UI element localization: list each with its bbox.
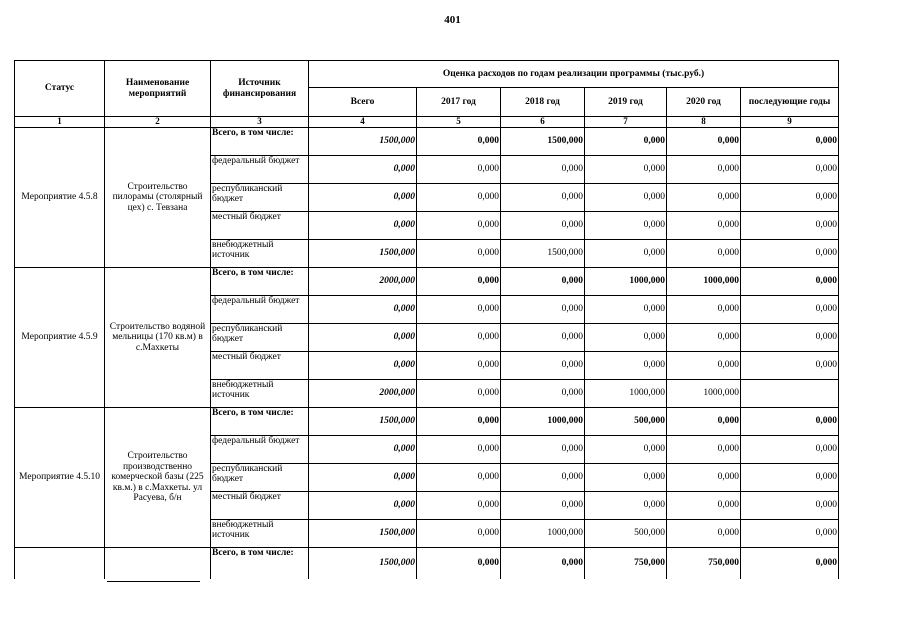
- value-cell: 0,000: [585, 156, 667, 184]
- cell-border-fragment: [107, 581, 200, 582]
- value-cell: 0,000: [741, 436, 839, 464]
- value-cell: 1000,000: [501, 408, 585, 436]
- value-cell: 0,000: [417, 436, 501, 464]
- value-cell: 0,000: [309, 296, 417, 324]
- source-cell: республиканский бюджет: [211, 324, 309, 352]
- value-cell: 1500,000: [309, 408, 417, 436]
- value-cell: 0,000: [501, 212, 585, 240]
- value-cell: 0,000: [585, 128, 667, 156]
- source-cell: республиканский бюджет: [211, 184, 309, 212]
- header-2019: 2019 год: [585, 88, 667, 117]
- value-cell: 0,000: [501, 492, 585, 520]
- value-cell: 0,000: [417, 520, 501, 548]
- value-cell: 2000,000: [309, 380, 417, 408]
- source-cell: Всего, в том числе:: [211, 548, 309, 580]
- value-cell: 0,000: [585, 212, 667, 240]
- value-cell: 0,000: [667, 212, 741, 240]
- value-cell: 0,000: [585, 352, 667, 380]
- value-cell: 0,000: [501, 436, 585, 464]
- value-cell: 0,000: [417, 548, 501, 580]
- value-cell: 0,000: [417, 156, 501, 184]
- header-following-years: последующие годы: [741, 88, 839, 117]
- value-cell: 0,000: [741, 212, 839, 240]
- value-cell: 0,000: [741, 464, 839, 492]
- value-cell: 0,000: [417, 492, 501, 520]
- value-cell: 0,000: [309, 212, 417, 240]
- value-cell: 1500,000: [309, 240, 417, 268]
- column-number: 9: [741, 117, 839, 128]
- value-cell: 0,000: [667, 352, 741, 380]
- value-cell: 0,000: [417, 296, 501, 324]
- source-cell: Всего, в том числе:: [211, 408, 309, 436]
- value-cell: 0,000: [417, 464, 501, 492]
- column-number: 2: [105, 117, 211, 128]
- column-number: 8: [667, 117, 741, 128]
- value-cell: 0,000: [501, 352, 585, 380]
- value-cell: 0,000: [309, 492, 417, 520]
- value-cell: 0,000: [667, 520, 741, 548]
- value-cell: 750,000: [667, 548, 741, 580]
- table-row: [15, 128, 839, 156]
- source-cell: местный бюджет: [211, 492, 309, 520]
- value-cell: 0,000: [585, 296, 667, 324]
- page-number: 401: [444, 14, 461, 26]
- value-cell: 0,000: [741, 548, 839, 580]
- value-cell: 0,000: [667, 240, 741, 268]
- value-cell: 0,000: [741, 240, 839, 268]
- value-cell: 0,000: [667, 156, 741, 184]
- value-cell: 0,000: [667, 324, 741, 352]
- value-cell: 1500,000: [501, 240, 585, 268]
- status-cell: Мероприятие 4.5.9: [15, 268, 105, 408]
- value-cell: 0,000: [741, 268, 839, 296]
- value-cell: 0,000: [585, 184, 667, 212]
- value-cell: 0,000: [585, 436, 667, 464]
- header-source: Источник финансирования: [211, 61, 309, 117]
- value-cell: 0,000: [741, 324, 839, 352]
- value-cell: 0,000: [741, 408, 839, 436]
- source-cell: республиканский бюджет: [211, 464, 309, 492]
- value-cell: 0,000: [585, 324, 667, 352]
- value-cell: 0,000: [501, 380, 585, 408]
- value-cell: 0,000: [309, 156, 417, 184]
- column-number: 7: [585, 117, 667, 128]
- expense-table: [14, 60, 839, 579]
- value-cell: 2000,000: [309, 268, 417, 296]
- column-number: 1: [15, 117, 105, 128]
- value-cell: 0,000: [585, 464, 667, 492]
- value-cell: 0,000: [501, 548, 585, 580]
- value-cell: 0,000: [309, 352, 417, 380]
- column-number: 4: [309, 117, 417, 128]
- status-cell: Мероприятие 4.5.10: [15, 408, 105, 548]
- source-cell: федеральный бюджет: [211, 436, 309, 464]
- value-cell: 0,000: [309, 184, 417, 212]
- value-cell: 0,000: [309, 464, 417, 492]
- value-cell: 1000,000: [585, 380, 667, 408]
- value-cell: 0,000: [667, 184, 741, 212]
- table-row: [15, 268, 839, 296]
- source-cell: местный бюджет: [211, 352, 309, 380]
- value-cell: 0,000: [501, 324, 585, 352]
- value-cell: 1000,000: [585, 268, 667, 296]
- value-cell: 0,000: [417, 240, 501, 268]
- value-cell: 0,000: [417, 212, 501, 240]
- value-cell: 0,000: [585, 240, 667, 268]
- measure-name-cell: Строительство производственно комерческой базы (225 кв.м.) в с.Махкеты. ул Расуева, б/н: [105, 408, 211, 548]
- header-2020: 2020 год: [667, 88, 741, 117]
- value-cell: 0,000: [417, 408, 501, 436]
- value-cell: 1500,000: [309, 128, 417, 156]
- value-cell: 0,000: [417, 128, 501, 156]
- source-cell: Всего, в том числе:: [211, 268, 309, 296]
- value-cell: 0,000: [309, 436, 417, 464]
- value-cell: 0,000: [417, 324, 501, 352]
- column-number: 3: [211, 117, 309, 128]
- source-cell: внебюджетный источник: [211, 240, 309, 268]
- value-cell: 0,000: [667, 128, 741, 156]
- value-cell: 500,000: [585, 408, 667, 436]
- value-cell: 0,000: [667, 436, 741, 464]
- value-cell: 1000,000: [667, 268, 741, 296]
- value-cell: 0,000: [501, 268, 585, 296]
- value-cell: 0,000: [667, 296, 741, 324]
- value-cell: 0,000: [585, 492, 667, 520]
- measure-name-cell: Строительство пилорамы (столярный цех) с. Тевзана: [105, 128, 211, 268]
- value-cell: 0,000: [667, 408, 741, 436]
- value-cell: 0,000: [741, 492, 839, 520]
- value-cell: 0,000: [309, 324, 417, 352]
- value-cell: 0,000: [501, 296, 585, 324]
- table-row: [15, 548, 839, 580]
- value-cell: 0,000: [501, 156, 585, 184]
- source-cell: внебюджетный источник: [211, 520, 309, 548]
- header-2017: 2017 год: [417, 88, 501, 117]
- value-cell: 0,000: [667, 464, 741, 492]
- value-cell: 0,000: [741, 296, 839, 324]
- value-cell: 750,000: [585, 548, 667, 580]
- source-cell: Всего, в том числе:: [211, 128, 309, 156]
- value-cell: 1000,000: [501, 520, 585, 548]
- measure-name-cell: [105, 548, 211, 580]
- value-cell: 1500,000: [309, 520, 417, 548]
- value-cell: 0,000: [417, 380, 501, 408]
- header-estimate: Оценка расходов по годам реализации программы (тыс.руб.): [309, 61, 839, 88]
- status-cell: [15, 548, 105, 580]
- column-number: 6: [501, 117, 585, 128]
- value-cell: 500,000: [585, 520, 667, 548]
- value-cell: 0,000: [741, 520, 839, 548]
- value-cell: 0,000: [501, 184, 585, 212]
- value-cell: 0,000: [741, 128, 839, 156]
- header-total: Всего: [309, 88, 417, 117]
- value-cell: 0,000: [741, 156, 839, 184]
- source-cell: федеральный бюджет: [211, 296, 309, 324]
- value-cell: 0,000: [417, 184, 501, 212]
- value-cell: 1500,000: [501, 128, 585, 156]
- value-cell: 1500,000: [309, 548, 417, 580]
- measure-name-cell: Строительство водяной мельницы (170 кв.м) в с.Махкеты: [105, 268, 211, 408]
- table-row: [15, 408, 839, 436]
- source-cell: внебюджетный источник: [211, 380, 309, 408]
- source-cell: местный бюджет: [211, 212, 309, 240]
- header-name: Наименование мероприятий: [105, 61, 211, 117]
- value-cell: 0,000: [417, 268, 501, 296]
- value-cell: [741, 380, 839, 408]
- value-cell: 0,000: [741, 184, 839, 212]
- column-number: 5: [417, 117, 501, 128]
- header-2018: 2018 год: [501, 88, 585, 117]
- header-status: Статус: [15, 61, 105, 117]
- source-cell: федеральный бюджет: [211, 156, 309, 184]
- value-cell: 0,000: [417, 352, 501, 380]
- status-cell: Мероприятие 4.5.8: [15, 128, 105, 268]
- value-cell: 0,000: [667, 492, 741, 520]
- value-cell: 0,000: [741, 352, 839, 380]
- value-cell: 1000,000: [667, 380, 741, 408]
- value-cell: 0,000: [501, 464, 585, 492]
